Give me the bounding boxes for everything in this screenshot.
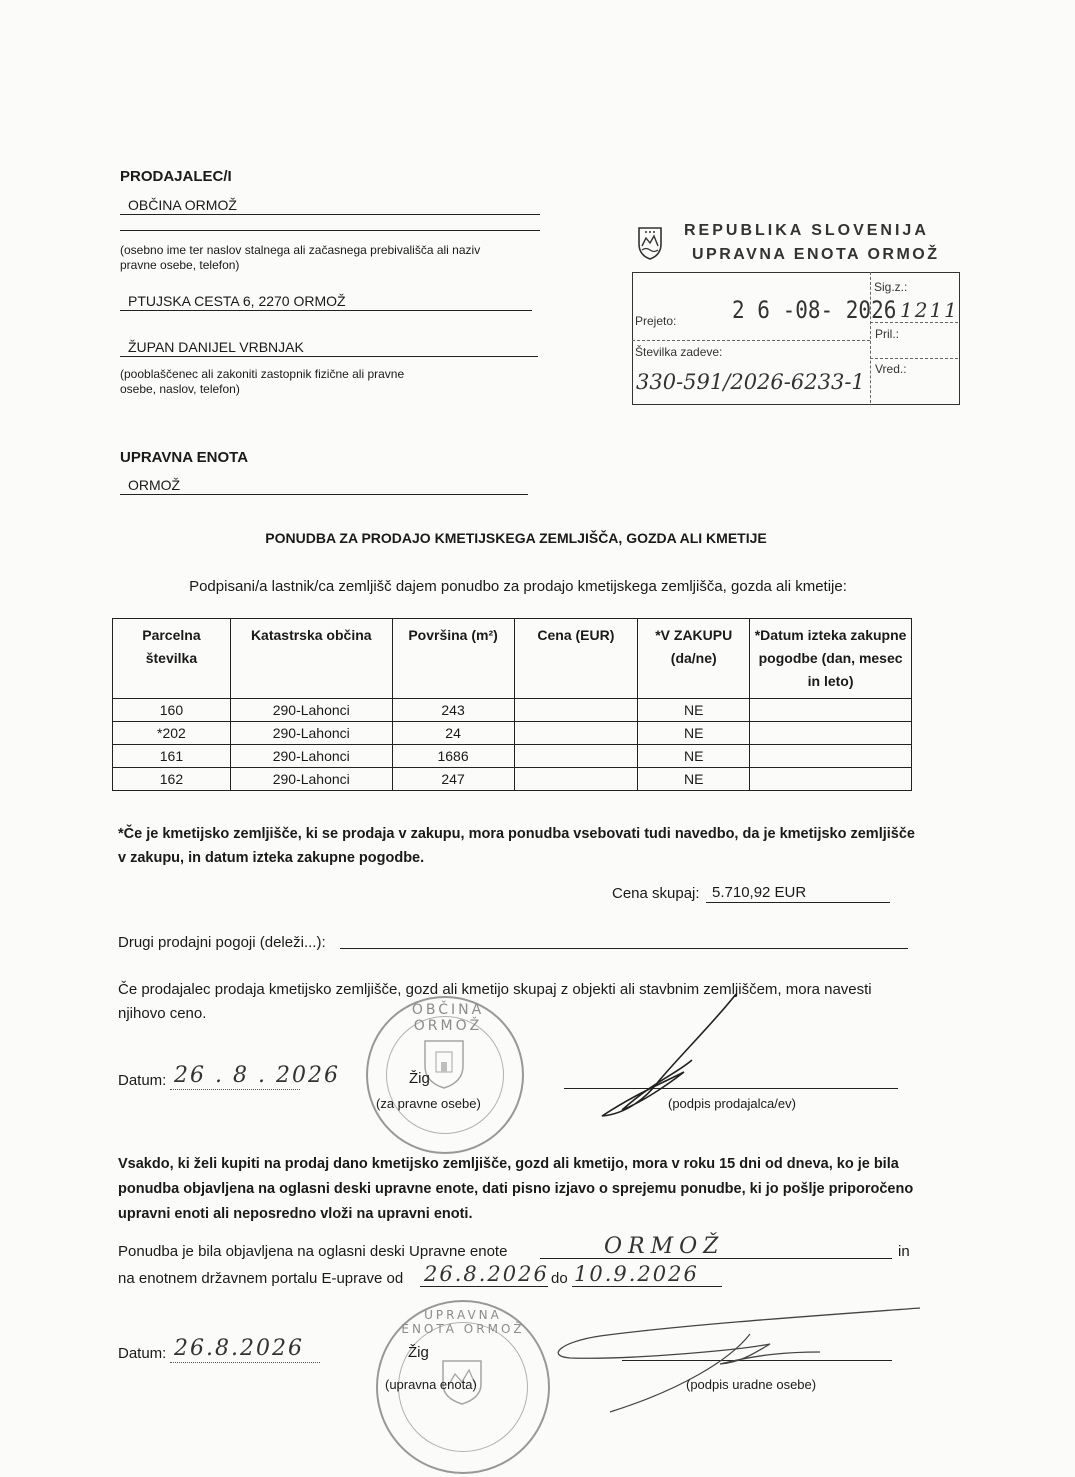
official-stamp-hint: (upravna enota) bbox=[385, 1377, 477, 1392]
cell-lease: NE bbox=[638, 722, 750, 745]
cell-lease-end[interactable] bbox=[750, 745, 912, 768]
intro-text: Podpisani/a lastnik/ca zemljišč dajem ponudbo za prodajo kmetijskega zemljišča, gozda ali kmetije: bbox=[189, 578, 847, 595]
total-label: Cena skupaj: bbox=[612, 885, 700, 902]
cell-lease-end[interactable] bbox=[750, 722, 912, 745]
cell-area: 1686 bbox=[392, 745, 514, 768]
seller-date-label: Datum: bbox=[118, 1072, 167, 1089]
cell-area: 24 bbox=[392, 722, 514, 745]
unit-heading: UPRAVNA ENOTA ORMOŽ bbox=[692, 246, 940, 263]
publication-to-word: do bbox=[551, 1270, 568, 1287]
cell-area: 243 bbox=[392, 699, 514, 722]
document-title: PONUDBA ZA PRODAJO KMETIJSKEGA ZEMLJIŠČA, GOZDA ALI KMETIJE bbox=[265, 530, 767, 546]
official-date-value: 26.8.2026 bbox=[174, 1336, 304, 1361]
received-label: Prejeto: bbox=[635, 314, 677, 328]
cell-price[interactable] bbox=[514, 699, 638, 722]
coat-of-arms-icon bbox=[637, 226, 663, 260]
header-parcel: Parcelna številka bbox=[113, 619, 231, 699]
cell-parcel: 162 bbox=[113, 768, 231, 791]
cell-price[interactable] bbox=[514, 722, 638, 745]
objects-note: Če prodajalec prodaja kmetijsko zemljišče, gozd ali kmetijo skupaj z objekti ali stavbnim zemljiščem, mora navesti njihovo ceno. bbox=[118, 981, 872, 1022]
to-date-line[interactable] bbox=[572, 1286, 722, 1287]
sig-value: 1211 bbox=[900, 298, 959, 322]
publication-prefix: Ponudba je bila objavljena na oglasni deski Upravne enote bbox=[118, 1243, 508, 1260]
lease-note: *Če je kmetijsko zemljišče, ki se prodaja v zakupu, mora ponudba vsebovati tudi navedbo, da je kmetijsko zemljišče v zakupu, in datum izteka zakupne pogodbe. bbox=[118, 826, 915, 866]
from-date-line[interactable] bbox=[420, 1286, 548, 1287]
publication-from-date: 26.8.2026 bbox=[424, 1262, 549, 1286]
official-date-label: Datum: bbox=[118, 1345, 167, 1362]
seller-representative-field[interactable]: ŽUPAN DANIJEL VRBNJAK bbox=[120, 338, 538, 357]
portal-text: na enotnem državnem portalu E-uprave od bbox=[118, 1270, 404, 1287]
representative-hint: (pooblaščenec ali zakoniti zastopnik fizične ali pravne osebe, naslov, telefon) bbox=[120, 367, 405, 396]
cell-lease-end[interactable] bbox=[750, 768, 912, 791]
seller-name-field[interactable]: OBČINA ORMOŽ bbox=[120, 196, 540, 215]
table-row bbox=[113, 745, 912, 768]
seller-stamp-label: Žig bbox=[409, 1070, 430, 1087]
header-cadastral: Katastrska občina bbox=[230, 619, 392, 699]
seller-name-hint: (osebno ime ter naslov stalnega ali začasnega prebivališča ali naziv pravne osebe, telefon) bbox=[120, 243, 481, 272]
buyer-note: Vsakdo, ki želi kupiti na prodaj dano kmetijsko zemljišče, gozd ali kmetijo, mora v roku 15 dni od dneva, ko je bila ponudba objavljena na oglasni deski upravne enote, dati pisno izjavo o sprejemu ponudbe, ki jo pošlje priporočeno upravni enoti ali neposredno vloži na upravni enoti. bbox=[118, 1156, 914, 1222]
seller-name-line2[interactable] bbox=[120, 230, 540, 231]
table-row bbox=[113, 768, 912, 791]
header-lease: *V ZAKUPU (da/ne) bbox=[638, 619, 750, 699]
table-row bbox=[113, 722, 912, 745]
seller-heading: PRODAJALEC/I bbox=[120, 168, 232, 185]
seller-date-value: 26 . 8 . 2026 bbox=[174, 1063, 340, 1088]
parcel-table bbox=[112, 618, 912, 791]
cell-price[interactable] bbox=[514, 745, 638, 768]
cell-lease: NE bbox=[638, 745, 750, 768]
authority-field[interactable]: ORMOŽ bbox=[120, 476, 528, 495]
cell-parcel: 161 bbox=[113, 745, 231, 768]
publication-in: in bbox=[898, 1243, 910, 1260]
publication-unit: ORMOŽ bbox=[604, 1234, 725, 1259]
municipality-stamp bbox=[366, 996, 524, 1154]
cell-cadastral: 290-Lahonci bbox=[230, 722, 392, 745]
cell-parcel: *202 bbox=[113, 722, 231, 745]
sig-label: Sig.z.: bbox=[874, 280, 908, 294]
authority-stamp-text: UPRAVNA ENOTA ORMOŽ bbox=[401, 1308, 525, 1336]
other-terms-field[interactable] bbox=[340, 948, 908, 949]
cell-area: 247 bbox=[392, 768, 514, 791]
cell-price[interactable] bbox=[514, 768, 638, 791]
official-stamp-label: Žig bbox=[408, 1344, 429, 1361]
authority-heading: UPRAVNA ENOTA bbox=[120, 449, 249, 466]
official-date-line bbox=[170, 1362, 320, 1363]
pril-label: Pril.: bbox=[875, 327, 899, 341]
cell-lease-end[interactable] bbox=[750, 699, 912, 722]
municipality-stamp-text: OBČINA ORMOŽ bbox=[411, 1002, 485, 1034]
seller-date-line bbox=[170, 1089, 300, 1090]
cell-lease: NE bbox=[638, 699, 750, 722]
received-date: 2 6 -08- 2026 bbox=[732, 296, 897, 324]
table-row bbox=[113, 699, 912, 722]
header-price: Cena (EUR) bbox=[514, 619, 638, 699]
publication-to-date: 10.9.2026 bbox=[574, 1262, 699, 1286]
official-signature bbox=[540, 1300, 930, 1420]
republic-heading: REPUBLIKA SLOVENIJA bbox=[684, 222, 929, 239]
table-header-row bbox=[113, 619, 912, 699]
case-label: Številka zadeve: bbox=[635, 345, 723, 359]
official-signature-hint: (podpis uradne osebe) bbox=[686, 1377, 817, 1392]
vred-label: Vred.: bbox=[875, 362, 907, 376]
seller-address-field[interactable]: PTUJSKA CESTA 6, 2270 ORMOŽ bbox=[120, 292, 532, 311]
header-area: Površina (m²) bbox=[392, 619, 514, 699]
cell-cadastral: 290-Lahonci bbox=[230, 699, 392, 722]
case-number: 330-591/2026-6233-1 bbox=[636, 370, 865, 394]
cell-cadastral: 290-Lahonci bbox=[230, 745, 392, 768]
cell-parcel: 160 bbox=[113, 699, 231, 722]
other-terms-label: Drugi prodajni pogoji (deleži...): bbox=[118, 934, 326, 951]
cell-lease: NE bbox=[638, 768, 750, 791]
seller-signature-hint: (podpis prodajalca/ev) bbox=[668, 1096, 796, 1111]
seller-stamp-hint: (za pravne osebe) bbox=[376, 1096, 481, 1111]
total-value[interactable]: 5.710,92 EUR bbox=[706, 884, 890, 903]
cell-cadastral: 290-Lahonci bbox=[230, 768, 392, 791]
header-lease-end: *Datum izteka zakupne pogodbe (dan, mesec in leto) bbox=[750, 619, 912, 699]
